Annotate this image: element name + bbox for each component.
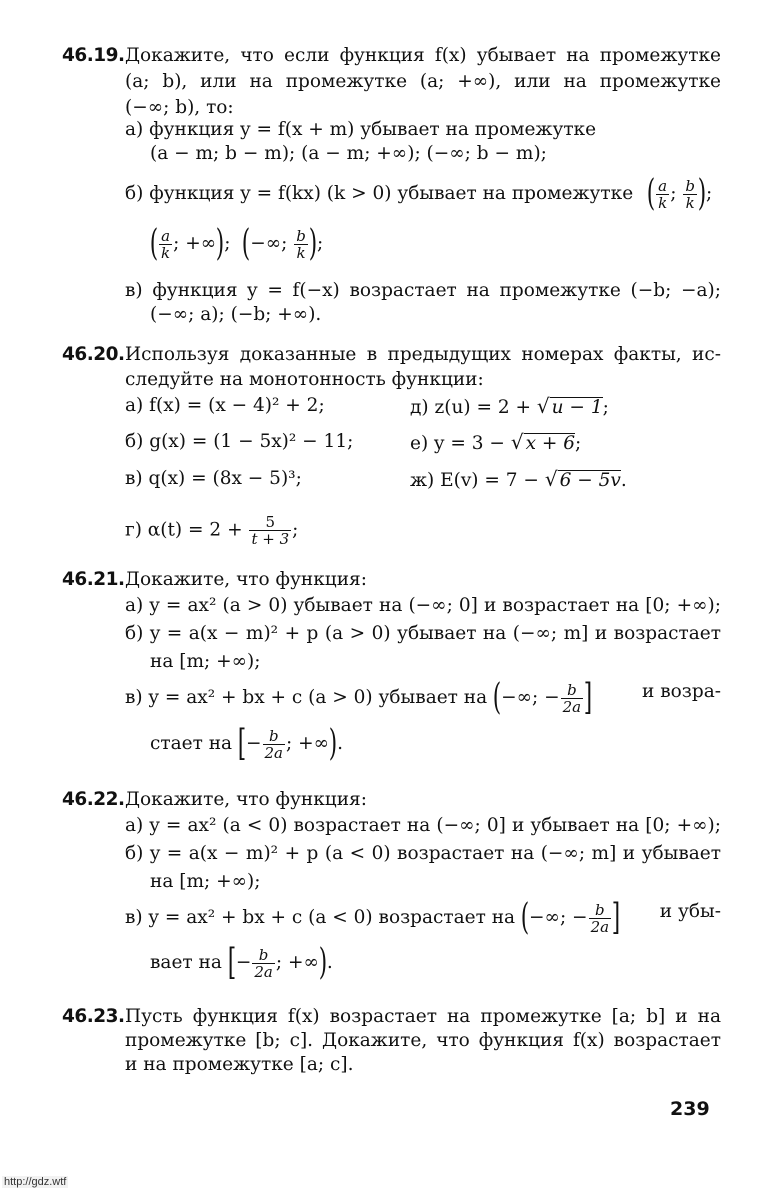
problem-number: 46.20.	[62, 344, 125, 365]
subitem-g: г) α(t) = 2 + $\frac{5}{t + 3}$ ;	[125, 513, 299, 548]
problem-text-line: Пусть функция f(x) возрастает на промежутке [a; b] и на	[125, 1006, 721, 1027]
subitem-v-text: стает на	[150, 733, 233, 754]
problem-text-line: следуйте на монотонность функции:	[125, 369, 484, 390]
subitem-v-line: в) y = ax² + bx + c (a < 0) возрастает на (−∞; − $\frac{b}{2a}$ ] и убы-	[125, 897, 721, 938]
problem-text-line: промежутке [b; c]. Докажите, что функция f(x) возрастает	[125, 1030, 721, 1051]
fraction-numerator: 5	[249, 514, 291, 531]
watermark-link[interactable]: http://gdz.wtf	[4, 1176, 67, 1188]
subitem-b-text: б) функция y = f(kx) (k > 0) убывает на промежутке	[125, 183, 634, 204]
problem-number: 46.19.	[62, 45, 125, 66]
subitem-d-text: д) z(u) = 2 +	[410, 397, 531, 418]
subitem-g-text: г) α(t) = 2 +	[125, 519, 243, 541]
subitem-a: а) y = ax² (a < 0) возрастает на (−∞; 0] и убывает на [0; +∞);	[125, 815, 721, 836]
subitem-a-line: а) функция y = f(x + m) убывает на промежутке	[125, 119, 597, 140]
subitem-v-line: стает на [− $\frac{b}{2a}$ ; +∞).	[150, 723, 343, 764]
interval-formula-line: ( $\frac{a}{k}$ ; +∞); (−∞; $\frac{b}{k}$ );	[149, 223, 324, 264]
problem-text-line: Докажите, что функция:	[125, 789, 367, 810]
subitem-v-tail: и возра-	[642, 681, 721, 702]
subitem-v-line: вает на [− $\frac{b}{2a}$ ; +∞).	[150, 942, 333, 983]
problem-text-line: и на промежутке [a; c].	[125, 1054, 354, 1075]
subitem-a: а) y = ax² (a > 0) убывает на (−∞; 0] и возрастает на [0; +∞);	[125, 595, 721, 616]
subitem-zh: ж) E(v) = 7 − √ 6 − 5v.	[410, 467, 627, 491]
problem-text-line: (−∞; b), то:	[125, 97, 234, 118]
subitem-zh-text: ж) E(v) = 7 −	[410, 470, 539, 491]
subitem-e-text: е) y = 3 −	[410, 433, 505, 454]
subitem-e: е) y = 3 − √ x + 6;	[410, 430, 582, 454]
subitem-v-line: в) функция y = f(−x) возрастает на промежутке (−b; −a);	[125, 280, 721, 301]
subitem-v-tail: и убы-	[659, 901, 721, 922]
radicand: 6 − 5v	[559, 470, 621, 491]
radicand: u − 1	[551, 397, 603, 418]
subitem-b-line: б) y = a(x − m)² + p (a < 0) возрастает на (−∞; m] и убывает	[125, 843, 721, 864]
subitem-d: д) z(u) = 2 + √ u − 1;	[410, 394, 609, 418]
subitem-a-line: (a − m; b − m); (a − m; +∞); (−∞; b − m);	[150, 143, 547, 164]
problem-text-line: Докажите, что функция:	[125, 569, 367, 590]
subitem-b-line	[125, 173, 713, 214]
page-number: 239	[670, 1098, 710, 1120]
problem-text-line: (a; b), или на промежутке (a; +∞), или на промежутке	[125, 71, 721, 92]
subitem-b-line: на [m; +∞);	[150, 651, 261, 672]
problem-number: 46.21.	[62, 569, 125, 590]
subitem-a: а) f(x) = (x − 4)² + 2;	[125, 395, 325, 416]
interval-formula: ( $\frac{a}{k}$ ; $\frac{b}{k}$ );	[646, 173, 713, 214]
subitem-v-line: (−∞; a); (−b; +∞).	[150, 304, 322, 325]
problem-text-line: Докажите, что если функция f(x) убывает на промежутке	[125, 45, 721, 66]
problem-number: 46.22.	[62, 789, 125, 810]
subitem-v-text: в) y = ax² + bx + c (a < 0) возрастает на	[125, 907, 516, 928]
subitem-b-line: б) y = a(x − m)² + p (a > 0) убывает на (−∞; m] и возрастает	[125, 623, 721, 644]
problem-number: 46.23.	[62, 1006, 125, 1027]
subitem-b: б) g(x) = (1 − 5x)² − 11;	[125, 431, 354, 452]
subitem-b-line: на [m; +∞);	[150, 871, 261, 892]
subitem-v: в) q(x) = (8x − 5)³;	[125, 468, 302, 489]
fraction-denominator: t + 3	[251, 530, 290, 548]
radicand: x + 6	[525, 433, 576, 454]
subitem-v-text: в) y = ax² + bx + c (a > 0) убывает на	[125, 687, 488, 708]
subitem-v-text: вает на	[150, 952, 222, 973]
problem-text-line: Используя доказанные в предыдущих номерах факты, ис-	[125, 344, 721, 365]
subitem-v-line: в) y = ax² + bx + c (a > 0) убывает на (−∞; − $\frac{b}{2a}$ ] и возра-	[125, 677, 721, 718]
